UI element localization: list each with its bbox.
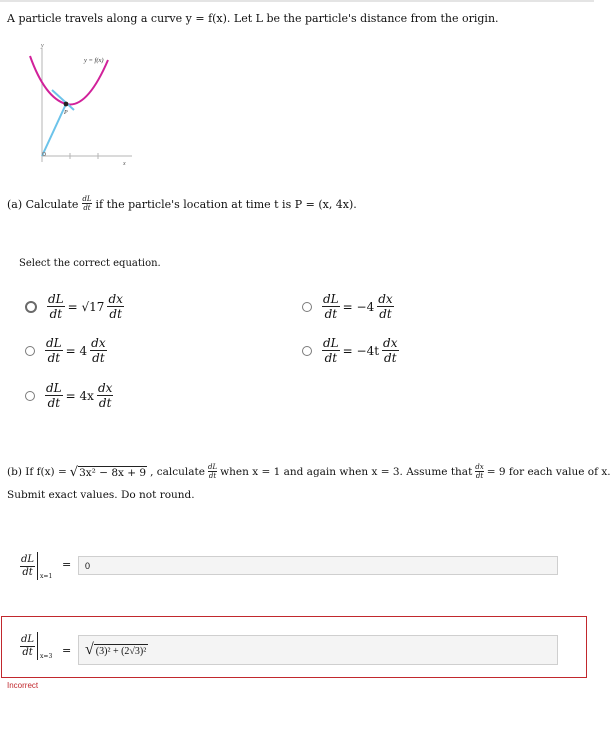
- option-2-coef: = −4: [342, 299, 375, 314]
- part-b-radicand: 3x² − 8x + 9: [79, 466, 147, 479]
- part-b-instruction: Submit exact values. Do not round.: [7, 489, 195, 501]
- answer-value-1: 0: [85, 561, 91, 571]
- dl-dt-inline: $\frac{dL}{dt}$: [82, 195, 92, 212]
- problem-intro: A particle travels along a curve y = f(x). Let L be the particle's distance from the origin.: [7, 12, 499, 25]
- y-axis-label: y: [41, 43, 44, 49]
- part-b-end: = 9 for each value of x.: [486, 466, 611, 478]
- eval-label-2: $\frac{dL}{dt}$ x=3: [21, 633, 53, 660]
- option-3-coef: = 4: [65, 343, 88, 358]
- option-4-radio[interactable]: [302, 346, 312, 356]
- select-label: Select the correct equation.: [19, 258, 161, 269]
- top-divider: [0, 0, 594, 2]
- part-a-middle: if the particle's location at time t is P = (x, 4x).: [95, 197, 357, 211]
- option-3[interactable]: $\frac{dL}{dt}$ = 4 $\frac{dx}{dt}$: [25, 337, 107, 364]
- part-b-prompt: (b) If f(x) = √ 3x² − 8x + 9 , calculate $\frac{dL}{dt}$ when x = 1 and again when x = 3. Assume that $\frac{dx}{dt}$ = 9 for each value of x.: [7, 463, 611, 480]
- part-b-middle: , calculate: [150, 466, 205, 478]
- curve-graph: [28, 38, 138, 170]
- eval-sub-1: x=1: [40, 573, 53, 580]
- part-b-prefix: (b) If f(x) =: [7, 466, 67, 478]
- option-4-coef: = −4t: [342, 343, 380, 358]
- equals-1: =: [62, 558, 72, 571]
- answer-expression-2: (3)² + (2√3)²: [95, 645, 147, 657]
- curve-label: y = f(x): [84, 57, 104, 64]
- option-2[interactable]: $\frac{dL}{dt}$ = −4 $\frac{dx}{dt}$: [302, 293, 394, 320]
- eval-sub-2: x=3: [40, 653, 53, 660]
- answer-input-2[interactable]: √ (3)² + (2√3)²: [78, 635, 558, 665]
- tangent-line: [52, 90, 74, 110]
- segment-origin-to-p: [42, 104, 66, 156]
- x-axis-label: x: [123, 161, 126, 167]
- option-1-radio[interactable]: [25, 301, 37, 313]
- part-b-mid2: when x = 1 and again when x = 3. Assume that: [220, 466, 473, 478]
- part-a-prompt: [7, 196, 357, 212]
- option-5-radio[interactable]: [25, 391, 35, 401]
- point-p: [64, 102, 69, 107]
- part-a-prefix: (a) Calculate: [7, 197, 79, 211]
- option-1-coef: = √17: [67, 299, 105, 314]
- incorrect-label: Incorrect: [7, 681, 39, 690]
- option-3-radio[interactable]: [25, 346, 35, 356]
- eval-label-1: $\frac{dL}{dt}$ x=1: [21, 553, 53, 580]
- option-1[interactable]: $\frac{dL}{dt}$ = √17 $\frac{dx}{dt}$: [25, 293, 124, 320]
- answer-input-1[interactable]: [78, 556, 558, 575]
- option-5[interactable]: $\frac{dL}{dt}$ = 4x $\frac{dx}{dt}$: [25, 382, 113, 409]
- point-label: P: [64, 110, 68, 116]
- option-4[interactable]: $\frac{dL}{dt}$ = −4t $\frac{dx}{dt}$: [302, 337, 399, 364]
- option-2-radio[interactable]: [302, 302, 312, 312]
- option-5-coef: = 4x: [65, 388, 94, 403]
- equals-2: =: [62, 644, 72, 657]
